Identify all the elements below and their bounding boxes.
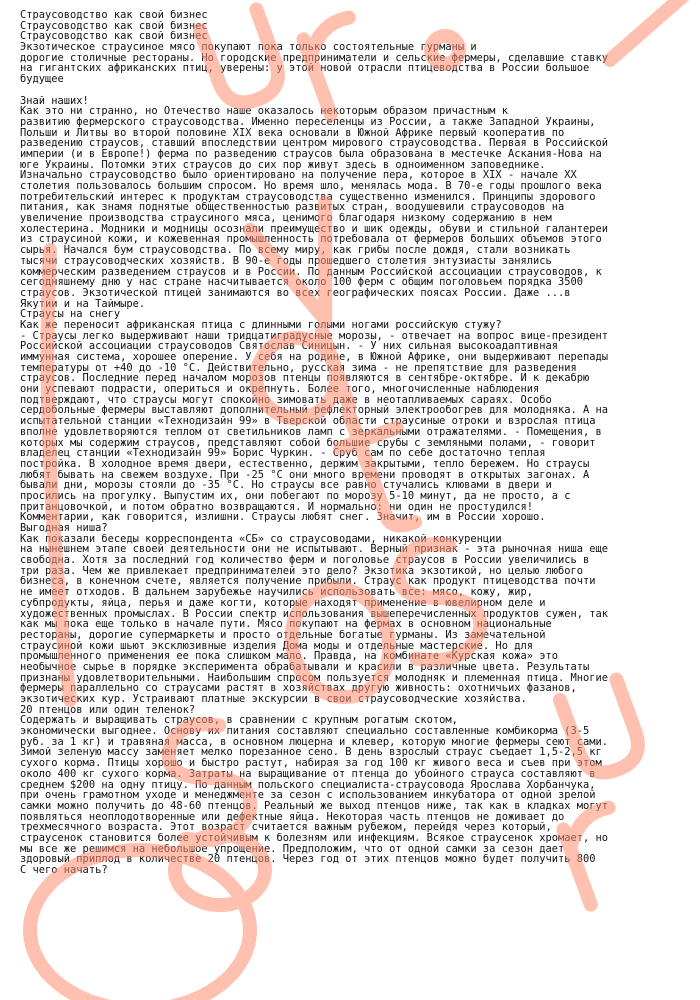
text-line: Как показали беседы корреспондента «СБ» со страусоводами, никакой конкуренции <box>20 533 502 545</box>
text-line: из страусиной кожи, и кожевенная промышленность потребовала от фермеров больших объемов этого <box>20 234 602 246</box>
text-line: просились на прогулку. Выпустим их, они побегают по морозу 5-10 минут, да не просто, а с <box>20 490 571 502</box>
text-line: как мы пока еще только в начале пути. Мясо покупают на фермах в основном национальные <box>20 619 552 630</box>
text-line: свободна. Хотя за последний год количество ферм и поголовье страусов в России увеличились в <box>20 555 590 566</box>
text-line: испытательной станции «Технодизайн 99» в Тверской области страусиные отроки и взрослая птица <box>20 416 596 427</box>
text-line: коммерческим разведением страусов и в России. По данным Российской ассоциации страусоводов, к <box>20 266 602 278</box>
text-line: владелец станции «Технодизайн 99» Борис Чуркин. - Сруб сам по себе достаточно теплая <box>20 448 546 459</box>
text-line: Польши и Литвы во второй половине XIX века основали в Южной Африке первый кооператив по <box>20 127 565 139</box>
text-line: Комментарии, как говорится, излишни. Страусы любят снег. Значит, им в России хорошо. <box>20 512 546 523</box>
text-line: появляться неоплодотворенные или дефектные яйца. Некоторая часть птенцов не доживает до <box>20 811 565 823</box>
text-line: сегодняшнему дню у нас стране насчитывается около 100 ферм с общим поголовьем порядка 3500 <box>20 277 584 288</box>
text-line: развитию фермерского страусоводства. Именно переселенцы из России, а также Западной Украины, <box>20 116 596 128</box>
text-line: дорогие столичные рестораны. Но городские предприниматели и сельские фермеры, сделавшие ставку <box>20 52 609 64</box>
text-line: Изначально страусоводство было ориентировано на получение пера, которое в XIX - начале XX <box>20 170 577 181</box>
text-line: Знай наших! <box>20 95 89 107</box>
text-line: сердобольные фермеры выставляют дополнительный рефлекторный электрообогрев для молодняка. А на <box>20 405 609 417</box>
text-line: 20 птенцов или один теленок? <box>20 704 196 716</box>
text-line: потребительский интерес к продуктам страусоводства существенно изменился. Принципы здорового <box>20 191 596 203</box>
text-line: Страусы на снегу <box>20 309 121 320</box>
text-line: Выгодная ниша? <box>20 523 108 534</box>
text-line: бывали дни, морозы стояли до -35 °С. Но страусы все равно стучались клювами в двери и <box>20 480 552 491</box>
text-line: на нынешнем этапе своей деятельности они не испытывают. Верный признак - эта рыночная ниша еще <box>20 544 609 556</box>
text-line: Страусоводство как свой бизнес <box>20 10 208 21</box>
text-line: вполне удовлетворяются теплом от светильников ламп с зеркальными отражателями. - Помещения, в <box>20 426 602 438</box>
text-line: Зимой зеленую массу заменяет мелко порезанное сено. В день взрослый страус съедает 1,5-2,5 кг <box>20 747 602 759</box>
text-line: Страусоводство как свой бизнес <box>20 31 208 43</box>
text-line: пританцовочкой, и потом обратно возвращаются. И нормально: ни один не простудился! <box>20 501 533 513</box>
text-line: Страусоводство как свой бизнес <box>20 20 208 32</box>
text-line: температуры от +40 до -10 °С. Действительно, русская зима - не препятствие для разведения <box>20 362 577 374</box>
text-line: любят бывать на свежем воздухе. При -25 °С они много времени проводят в открытых загонах. А <box>20 469 590 481</box>
text-line: художественных промыслах. В России спектр использования вышеперечисленных продуктов сужен, так <box>20 608 609 620</box>
text-line: мы все же решимся на небольшое упрощение. Предположим, что от одной самки за сезон дает <box>20 843 565 855</box>
text-line: страусенок становится более устойчивым к болезням или инфекциям. Всякое cтраусенок хромает, но <box>20 832 609 844</box>
document-text <box>20 10 682 876</box>
text-line: разведению страусов, ставший впоследствии центром мирового страусоводства. Первая в Российской <box>20 138 609 149</box>
text-line: страусов. Последние перед началом морозов птенцы появляются в сентябре-октябре. И к декабрю <box>20 373 590 385</box>
text-line <box>20 85 682 96</box>
text-line: трехмесячного возраста. Этот возраст считается важным рубежом, перейдя через который, <box>20 822 552 833</box>
text-line: три раза. Чем же привлекает предпринимателей это дело? Экзотика экзотикой, но целью любого <box>20 565 584 577</box>
text-line: Как это ни странно, но Отечество наше оказалось некоторым образом причастным к <box>20 106 508 117</box>
text-line: Содержать и выращивать страусов, в сравнении с крупным рогатым скотом, <box>20 715 458 727</box>
text-line: столетия пользовалось большим спросом. Но время шло, менялась мода. В 70-е годы прошлого века <box>20 181 602 192</box>
text-line: Экзотическое страусиное мясо покупают пока только состоятельные гурманы и <box>20 42 477 53</box>
text-line: тысячи страусоводческих хозяйств. В 90-е годы прошедшего столетия энтузиасты занялись <box>20 255 552 267</box>
text-line: экзотических кур. Устраивают платные экскурсии в свои страусоводческие хозяйства. <box>20 694 527 705</box>
text-line: признаны удовлетворительными. Наибольшим спросом пользуется молодняк и племенная птица. Многие <box>20 672 609 684</box>
text-line: сухого корма. Птицы хорошо и быстро растут, набирая за год 100 кг живого веса и съев при этом <box>20 758 602 769</box>
text-line: среднем $200 на одну птицу. По данным польского специалиста-страусовода Ярослава Хорбанчука, <box>20 779 596 791</box>
text-line: которых мы содержим страусов, представляют собой большие срубы с земляными полами, - говорит <box>20 437 596 449</box>
text-line: страусиной кожи шьют эксклюзивные изделия Дома моды и отдельные мастерские. Но для <box>20 640 533 652</box>
text-line: юге Украины. Потомки этих страусов до сих пор живут здесь в одноименном заповеднике. <box>20 159 546 171</box>
text-line: холестерина. Модники и модницы осознали преимущество и шик одежды, обуви и стильной галантереи <box>20 223 609 235</box>
text-line: экономически выгоднее. Основу их питания составляют специально составленные комбикорма (3-5 <box>20 726 590 737</box>
text-line: необычное сырье в порядке эксперимента обрабатывали и красили в различные цвета. Результаты <box>20 661 590 673</box>
text-line: промышленного применения ее пока слишком мало. Правда, на комбинате «Курская кожа» это <box>20 651 558 662</box>
text-line: страусов. Экзотической птицей занимаются во всех географических поясах России. Даже ...в <box>20 287 571 299</box>
text-line: С чего начать? <box>20 865 108 876</box>
text-line: увеличение производства страусиного мяса, ценимого благодаря низкому содержанию в нем <box>20 213 552 224</box>
text-line: иммунная система, хорошее оперение. У себя на родине, в Южной Африке, они выдерживают перепады <box>20 352 609 363</box>
text-line: питания, как знамя поднятые общественностью развитых стран, воодушевили страусоводов на <box>20 202 565 214</box>
text-line: рестораны, дорогие супермаркеты и просто отдельные богатые гурманы. Из замечательной <box>20 629 546 641</box>
text-line: не имеет отходов. В дальнем зарубежье научились использовать все: мясо, кожу, жир, <box>20 587 533 598</box>
text-line: сырья. Начался бум страусоводства. По всему миру, как грибы после дождя, стали возникать <box>20 245 571 256</box>
text-line: будущее <box>20 74 64 85</box>
text-line: подтверждают, что страусы могут спокойно зимовать даже в неотапливаемых сараях. Особо <box>20 394 552 406</box>
text-line: фермеры параллельно со страусами растят в хозяйствах другую живность: охотничьих фазанов, <box>20 683 577 694</box>
text-line: бизнеса, в конечном счете, является получение прибыли. Страус как продукт птицеводства почти <box>20 576 596 588</box>
text-line: около 400 кг сухого корма. Затраты на выращивание от птенца до убойного страуса составляют в <box>20 768 596 780</box>
text-line: Как же переносит африканская птица с длинными голыми ногами российскую стужу? <box>20 319 502 331</box>
text-line: Российской ассоциации страусоводов Святослав Синицын. - У них сильная высокоадаптивная <box>20 341 558 352</box>
text-line: империи (и в Европе!) ферма по разведению страусов была образована в местечке Аскания-Нова на <box>20 148 602 160</box>
text-line: постройка. В холодное время двери, естественно, держим закрытыми, тепло бережем. Но страусы <box>20 458 590 470</box>
text-line: на гигантских африканских птиц, уверены: у этой новой отрасли птицеводства в России большое <box>20 63 590 75</box>
text-line: при очень грамотном уходе и менеджменте за сезон с использованием инкубатора от одной зрелой <box>20 790 596 801</box>
text-line: субпродукты, яйца, перья и даже когти, которые находят применение в ювелирном деле и <box>20 597 546 609</box>
text-line: здоровый приплод в количестве 20 птенцов. Через год от этих птенцов можно будет получить 800 <box>20 854 596 865</box>
text-line: они успевают подрасти, опериться и окрепнуть. Более того, многочисленные наблюдения <box>20 384 540 395</box>
text-line: руб. за 1 кг) и травяная масса, в основном люцерна и клевер, которую многие фермеры сеют сами. <box>20 736 609 748</box>
text-line: - Страусы легко выдерживают наши тридцатиградусные морозы, - отвечает на вопрос вице-президент <box>20 330 609 342</box>
text-line: Якутии и на Таймыре. <box>20 298 146 310</box>
text-line: самки можно получить до 48-60 птенцов. Реальный же выход птенцов ниже, так как в кладках могут <box>20 800 609 812</box>
